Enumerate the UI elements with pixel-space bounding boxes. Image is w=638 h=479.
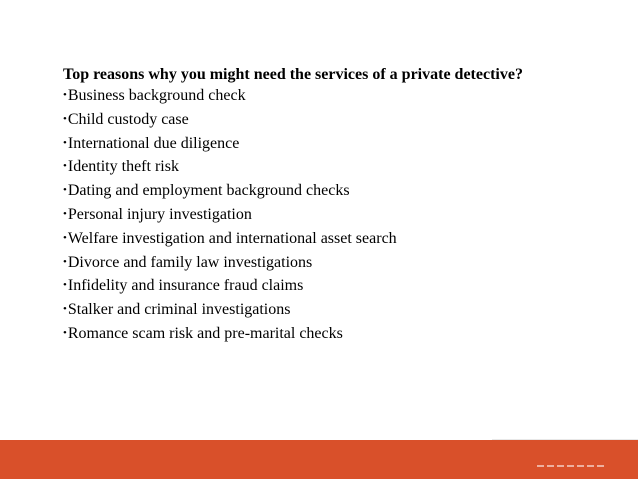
list-item xyxy=(63,323,557,347)
bullet-icon: • xyxy=(63,279,67,292)
footer-decoration xyxy=(537,465,607,467)
list-item-text: Infidelity and insurance fraud claims xyxy=(67,277,304,295)
list-item xyxy=(63,180,557,204)
list-item xyxy=(63,275,557,299)
list-item xyxy=(63,133,557,157)
list-item xyxy=(63,85,557,109)
bullet-icon: • xyxy=(63,231,67,244)
list-item xyxy=(63,109,557,133)
list-item-text: Romance scam risk and pre-marital checks xyxy=(67,324,343,342)
list-item-text: Personal injury investigation xyxy=(67,205,252,223)
list-item xyxy=(63,299,557,323)
list-item-text: Business background check xyxy=(67,87,246,104)
bullet-icon: • xyxy=(63,160,67,173)
list-item-text: Welfare investigation and international asset search xyxy=(67,229,397,247)
list-item xyxy=(63,252,557,276)
slide-content xyxy=(63,64,557,347)
bullet-icon: • xyxy=(63,303,67,316)
list-item-text: Dating and employment background checks xyxy=(67,182,350,200)
footer-bar xyxy=(0,440,638,479)
bullet-icon: • xyxy=(63,112,67,125)
bullet-icon: • xyxy=(63,184,67,197)
list-item xyxy=(63,156,557,180)
list-item-text: Child custody case xyxy=(67,110,189,128)
list-item xyxy=(63,228,557,252)
list-item-text: Divorce and family law investigations xyxy=(67,253,313,271)
list-item xyxy=(63,204,557,228)
list-item-text: International due diligence xyxy=(67,134,240,152)
list-item-text: Identity theft risk xyxy=(67,158,179,176)
list-item-text: Stalker and criminal investigations xyxy=(67,301,291,319)
slide-heading: Top reasons why you might need the services of a private detective? xyxy=(63,66,523,83)
bullet-icon: • xyxy=(63,207,67,220)
bullet-icon: • xyxy=(63,89,67,101)
bullet-icon: • xyxy=(63,136,67,149)
bullet-icon: • xyxy=(63,255,67,268)
reasons-list xyxy=(63,85,557,347)
bullet-icon: • xyxy=(63,326,67,339)
